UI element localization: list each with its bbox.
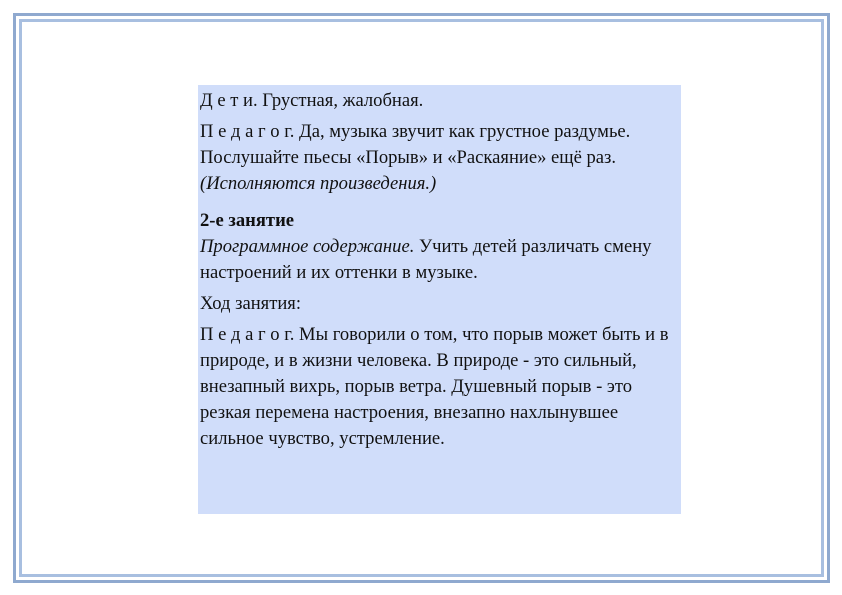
stage-direction: (Исполняются произведения.) — [200, 173, 437, 194]
lesson-course-label: Ход занятия: — [200, 293, 302, 314]
paragraph-program-content — [200, 234, 679, 286]
program-content-text: Учить детей различать смену настроений и их оттенки в музыке. — [200, 236, 652, 283]
paragraph-teacher-reply — [200, 119, 679, 197]
children-reply-text: Грустная, жалобная. — [257, 90, 424, 111]
slide-text-box — [198, 85, 681, 514]
paragraph-children-reply — [200, 88, 679, 114]
speaker-children: Д е т и. — [200, 90, 258, 111]
paragraph-teacher-explanation — [200, 322, 679, 452]
lesson-heading: 2-е занятие — [200, 210, 295, 231]
teacher-explanation-text: Мы говорили о том, что порыв может быть и в природе, и в жизни человека. В природе - это сильный, внезапный вихрь, порыв ветра. Душевный порыв - это резкая перемена настроения, внезапно нахлынувшее сильное чувство, устремление. — [200, 324, 669, 449]
speaker-teacher-2: П е д а г о г. — [200, 324, 295, 345]
program-content-label: Программное содержание. — [200, 236, 415, 257]
teacher-reply-text: Да, музыка звучит как грустное раздумье. Послушайте пьесы «Порыв» и «Раскаяние» ещё раз. — [200, 121, 631, 168]
speaker-teacher: П е д а г о г. — [200, 121, 295, 142]
